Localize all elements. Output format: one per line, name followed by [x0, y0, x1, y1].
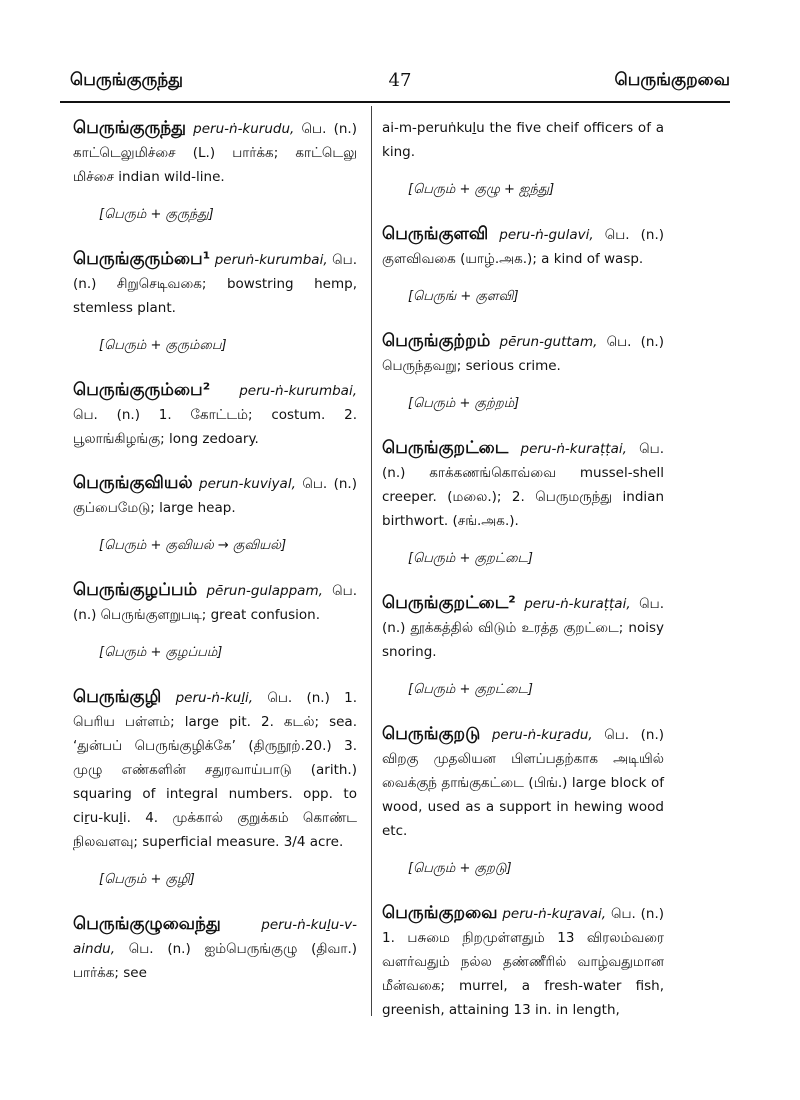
headword: பெருங்குருந்து: [73, 118, 186, 138]
transliteration: perun-kuviyal,: [199, 476, 296, 492]
etymology: [பெரும் + குழி]: [99, 872, 195, 887]
right-column: [382, 116, 664, 1022]
definition: பெ. (n.) 1. பெரிய பள்ளம்; large pit. 2. கடல்; sea. ‘துன்பப் பெருங்குழிக்கே’ (திருநூற்.20.) 3. முழு எண்களின் சதுரவாய்பாடு (arith.) squaring of integral numbers. opp. to ciṟu-kuḻi. 4. முக்கால் குறுக்கம் கொண்ட நிலவளவு; superficial measure. 3/4 acre.: [73, 690, 358, 850]
dictionary-entry: [73, 471, 357, 558]
definition: பெ. (n.) 1. கோட்டம்; costum. 2. பூலாங்கிழங்கு; long zedoary.: [73, 407, 357, 447]
dictionary-entry: [73, 247, 357, 358]
headword: பெருங்குறட்டை²: [382, 593, 516, 613]
headword: பெருங்குரும்பை¹: [73, 249, 211, 269]
headword: பெருங்குறவை: [382, 903, 498, 923]
etymology: [பெரும் + குற்றம்]: [408, 396, 520, 411]
etymology: [பெரும் + குழப்பம்]: [99, 645, 223, 660]
transliteration: peru-ṅ-kuṟavai,: [502, 906, 607, 922]
transliteration: peru-ṅ-kuḻi,: [175, 690, 254, 706]
dictionary-entry: [73, 912, 357, 985]
etymology: [பெரும் + குழு + ஐந்து]: [408, 182, 555, 197]
dictionary-entry: [382, 722, 664, 881]
headword: பெருங்குழி: [73, 687, 162, 707]
etymology: [பெரும் + குருந்து]: [99, 207, 214, 222]
headword: பெருங்குவியல்: [73, 473, 193, 493]
headword: பெருங்குறடு: [382, 724, 481, 744]
definition: பெ. (n.) பெருந்தவறு; serious crime.: [382, 334, 664, 374]
headword: பெருங்குற்றம்: [382, 331, 491, 351]
dictionary-entry: [382, 436, 664, 571]
dictionary-entry: [382, 901, 664, 1022]
transliteration: peru-ṅ-kuraṭṭai,: [524, 596, 631, 612]
transliteration: peru-ṅ-kuḻu-v-aindu,: [73, 917, 357, 957]
etymology: [பெரும் + குறட்டை]: [408, 682, 533, 697]
dictionary-entry: [73, 378, 357, 451]
etymology: [பெரும் + குரும்பை]: [99, 338, 227, 353]
transliteration: peru-ṅ-gulavi,: [499, 227, 594, 243]
definition: பெ. (n.) தூக்கத்தில் விடும் உரத்த குறட்டை; noisy snoring.: [382, 596, 665, 660]
headword: பெருங்குறட்டை: [382, 438, 509, 458]
dictionary-entry: [73, 685, 357, 892]
transliteration: peru-ṅ-kurumbai,: [239, 383, 357, 399]
headword: பெருங்குழுவைந்து: [73, 914, 221, 934]
dictionary-entry: [382, 222, 664, 309]
etymology: [பெரும் + குறட்டை]: [408, 551, 533, 566]
transliteration: peru-ṅ-kuraṭṭai,: [520, 441, 627, 457]
transliteration: peru-ṅ-kuṟadu,: [491, 727, 593, 743]
etymology: [பெருங் + குளவி]: [408, 289, 519, 304]
header-right-guide-word: பெருங்குறவை: [614, 70, 730, 90]
definition: பெ. (n.) காக்கணங்கொவ்வை mussel-shell creeper. (மலை.); 2. பெருமருந்து indian birthwort. (சங்.அக.).: [382, 441, 665, 529]
headword: பெருங்குரும்பை²: [73, 380, 211, 400]
dictionary-entry: [73, 116, 357, 227]
header-left-guide-word: பெருங்குருந்து: [70, 70, 183, 90]
header-rule: [60, 101, 730, 103]
transliteration: pērun-guttam,: [499, 334, 598, 350]
definition: பெ. (n.) விறகு முதலியன பிளப்பதற்காக அடியில் வைக்குந் தாங்குகட்டை (பிங்.) large block of wood, used as a support in hewing wood etc.: [382, 727, 664, 839]
left-column: [73, 116, 357, 985]
headword: பெருங்குளவி: [382, 224, 489, 244]
transliteration: pērun-gulappam,: [206, 583, 323, 599]
headword: பெருங்குழப்பம்: [73, 580, 198, 600]
definition: பெ. (n.) பெருங்குளறுபடி; great confusion.: [73, 583, 358, 623]
definition-continuation: ai-m-peruṅkuḻu the five cheif officers of a king.: [382, 120, 664, 160]
etymology: [பெரும் + குறடு]: [408, 861, 512, 876]
definition: பெ. (n.) குளவிவகை (யாழ்.அக.); a kind of wasp.: [382, 227, 664, 267]
transliteration: peruṅ-kurumbai,: [214, 252, 328, 268]
definition: பெ. (n.) காட்டெலுமிச்சை (L.) பார்க்க; காட்டெலு மிச்சை indian wild-line.: [73, 121, 357, 185]
definition: பெ. (n.) 1. பசுமை நிறமுள்ளதும் 13 விரலம்வரை வளர்வதும் நல்ல தண்ணீரில் வாழ்வதுமான மீன்வகை; murrel, a fresh-water fish, greenish, attaining 13 in. in length,: [382, 906, 664, 1018]
page-header: [70, 66, 730, 102]
definition: பெ. (n.) சிறுசெடிவகை; bowstring hemp, stemless plant.: [73, 252, 358, 316]
continued-entry: [382, 116, 664, 202]
definition: பெ. (n.) குப்பைமேடு; large heap.: [73, 476, 357, 516]
dictionary-entry: [382, 329, 664, 416]
page-number: 47: [388, 70, 412, 91]
definition: பெ. (n.) ஐம்பெருங்குழு (திவா.) பார்க்க; see: [73, 941, 357, 981]
dictionary-entry: [73, 578, 357, 665]
transliteration: peru-ṅ-kurudu,: [193, 121, 295, 137]
column-divider: [371, 106, 372, 1016]
dictionary-entry: [382, 591, 664, 702]
etymology: [பெரும் + குவியல் → குவியல்]: [99, 538, 287, 553]
